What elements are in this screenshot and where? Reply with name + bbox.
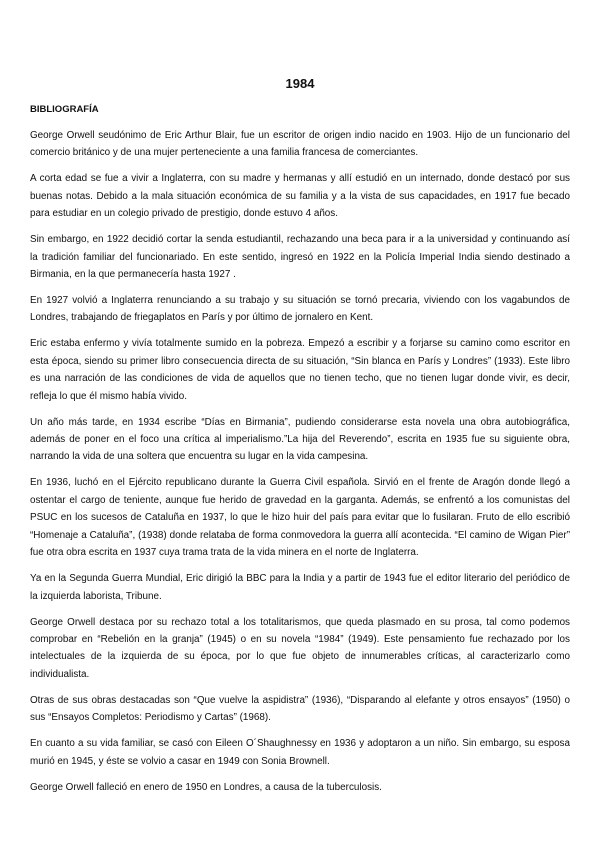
- paragraph: Sin embargo, en 1922 decidió cortar la senda estudiantil, rechazando una beca para ir a la universidad y continuando así la tradición familiar del funcionariado. En este sentido, ingresó en 1922 en la Policía Imperial India siendo destinado a Birmania, en la que permanecería hasta 1927 .: [30, 234, 570, 281]
- paragraph: En 1936, luchó en el Ejército republicano durante la Guerra Civil española. Sirvió en el frente de Aragón donde llegó a ostentar el cargo de teniente, aunque fue herido de gravedad en la garganta. Además, se enfrentó a los comunistas del PSUC en los sucesos de Cataluña en 1937, lo que le hizo huir del país para evitar que lo fusilaran. Fruto de ello escribió “Homenaje a Cataluña”, (1938) donde relataba de forma conmovedora la guerra allí acontecida. “El camino de Wigan Pier” fue otra obra escrita en 1937 cuya trama trata de la vida minera en el norte de Inglaterra.: [30, 477, 570, 559]
- document-body: [30, 127, 570, 805]
- paragraph: En 1927 volvió a Inglaterra renunciando a su trabajo y su situación se tornó precaria, viviendo con los vagabundos de Londres, trabajando de friegaplatos en París y por último de jornalero en Kent.: [30, 295, 570, 324]
- paragraph: A corta edad se fue a vivir a Inglaterra, con su madre y hermanas y allí estudió en un internado, donde destacó por sus buenas notas. Debido a la mala situación económica de su familia y a la vista de sus capacidades, en 1917 fue becado para estudiar en un colegio privado de prestigio, donde estuvo 4 años.: [30, 173, 570, 220]
- paragraph: Eric estaba enfermo y vivía totalmente sumido en la pobreza. Empezó a escribir y a forjarse su camino como escritor en esta época, siendo su primer libro consecuencia directa de su situación, “Sin blanca en París y Londres” (1933). Este libro es una narración de las condiciones de vida de aquellos que no tienen techo, que no tienen lugar donde vivir, es decir, refleja lo que él mismo había vivido.: [30, 338, 570, 402]
- paragraph: George Orwell destaca por su rechazo total a los totalitarismos, que queda plasmado en su prosa, tal como podemos comprobar en “Rebelión en la granja” (1945) o en su novela “1984” (1949). Este pensamiento fue rechazado por los intelectuales de la izquierda de su época, por lo que fue objeto de innumerables críticas, al caracterizarlo como individualista.: [30, 616, 570, 680]
- paragraph: En cuanto a su vida familiar, se casó con Eileen O´Shaughnessy en 1936 y adoptaron a un niño. Sin embargo, su esposa murió en 1945, y éste se volvio a casar en 1949 con Sonia Brownell.: [30, 738, 570, 767]
- paragraph: George Orwell falleció en enero de 1950 en Londres, a causa de la tuberculosis.: [30, 781, 382, 793]
- paragraph: George Orwell seudónimo de Eric Arthur Blair, fue un escritor de origen indio nacido en 1903. Hijo de un funcionario del comercio británico y de una mujer perteneciente a una familia francesa de comerciantes.: [30, 130, 570, 159]
- document-title: 1984: [285, 76, 315, 91]
- paragraph: Ya en la Segunda Guerra Mundial, Eric dirigió la BBC para la India y a partir de 1943 fue el editor literario del periódico de la izquierda laborista, Tribune.: [30, 573, 570, 602]
- section-heading: BIBLIOGRAFÍA: [30, 104, 99, 115]
- paragraph: Un año más tarde, en 1934 escribe “Días en Birmania”, pudiendo considerarse esta novela una obra autobiográfica, además de poner en el foco una crítica al imperialismo.”La hija del Reverendo”, escrita en 1935 fue su siguiente obra, narrando la vida de una soltera que encuentra su lugar en la vida campesina.: [30, 416, 570, 463]
- paragraph: Otras de sus obras destacadas son “Que vuelve la aspidistra” (1936), “Disparando al elefante y otros ensayos” (1950) o sus “Ensayos Completos: Periodismo y Cartas” (1968).: [30, 694, 570, 724]
